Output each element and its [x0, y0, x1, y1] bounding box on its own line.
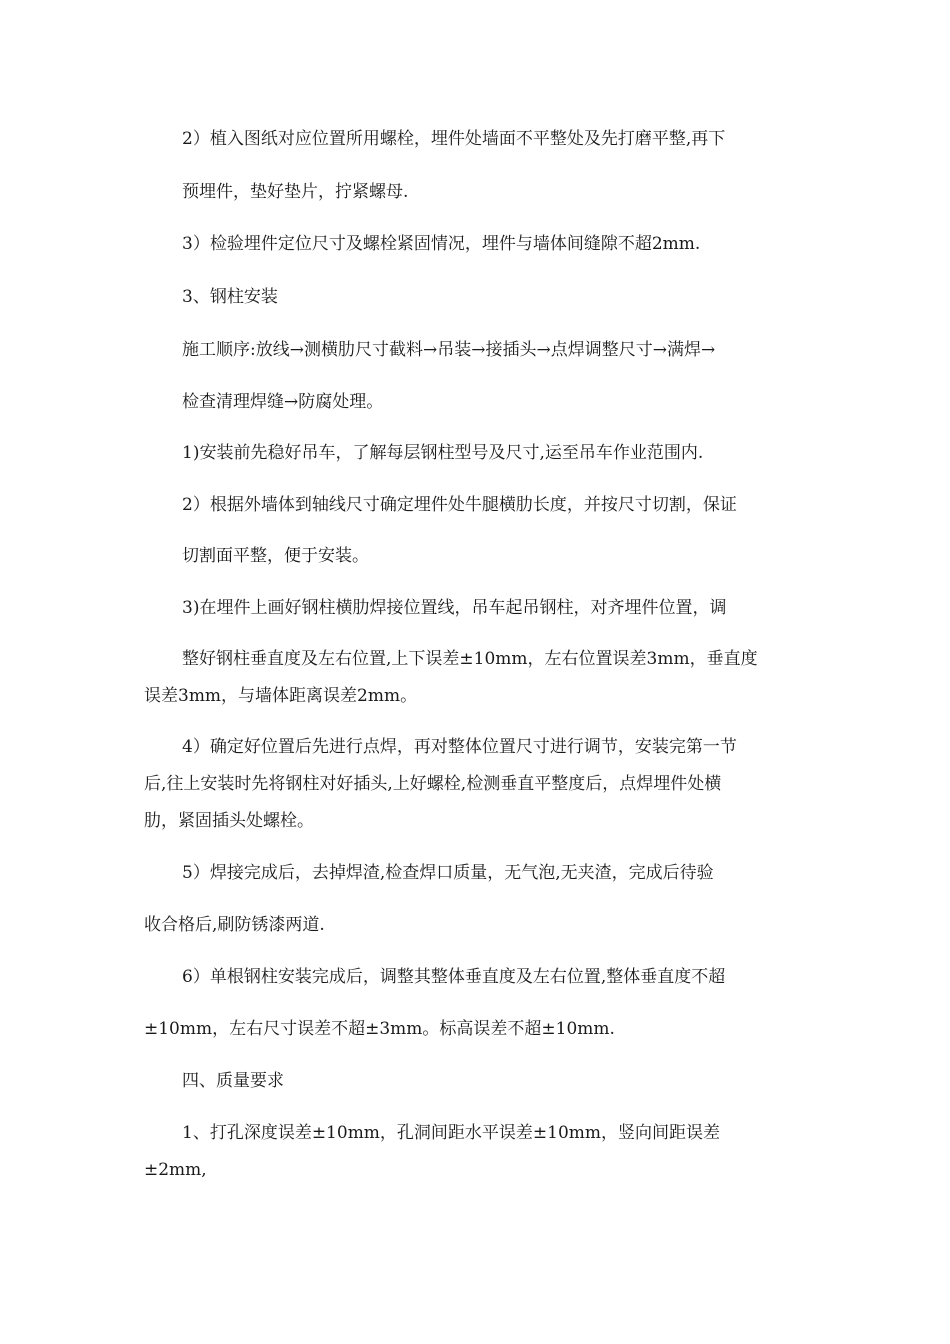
paragraph-line: 4）确定好位置后先进行点焊，再对整体位置尺寸进行调节，安装完第一节: [182, 737, 737, 757]
paragraph-line: ±10mm，左右尺寸误差不超±3mm。标高误差不超±10mm.: [144, 1019, 615, 1039]
paragraph-line: 1、打孔深度误差±10mm，孔洞间距水平误差±10mm，竖向间距误差: [182, 1123, 721, 1143]
section-heading: 3、钢柱安装: [182, 287, 278, 307]
paragraph-line: 3)在埋件上画好钢柱横肋焊接位置线，吊车起吊钢柱，对齐埋件位置，调: [182, 598, 727, 618]
section-heading: 四、质量要求: [182, 1071, 284, 1091]
paragraph-line: 检查清理焊缝→防腐处理。: [182, 392, 384, 412]
paragraph-line: 切割面平整，便于安装。: [182, 546, 369, 566]
paragraph-line: 施工顺序:放线→测横肋尺寸截料→吊装→接插头→点焊调整尺寸→满焊→: [182, 340, 716, 360]
paragraph-line: 整好钢柱垂直度及左右位置,上下误差±10mm，左右位置误差3mm，垂直度: [182, 649, 758, 669]
paragraph-line: 1)安装前先稳好吊车，了解每层钢柱型号及尺寸,运至吊车作业范围内.: [182, 443, 704, 463]
paragraph-line: 误差3mm，与墙体距离误差2mm。: [144, 686, 418, 706]
paragraph-line: 后,往上安装时先将钢柱对好插头,上好螺栓,检测垂直平整度后，点焊埋件处横: [144, 774, 722, 794]
paragraph-line: 5）焊接完成后，去掉焊渣,检查焊口质量，无气泡,无夹渣，完成后待验: [182, 863, 714, 883]
paragraph-line: 预埋件，垫好垫片，拧紧螺母.: [182, 182, 409, 202]
paragraph-line: 肋，紧固插头处螺栓。: [144, 811, 314, 831]
paragraph-line: 3）检验埋件定位尺寸及螺栓紧固情况，埋件与墙体间缝隙不超2mm.: [182, 234, 701, 254]
paragraph-line: 收合格后,刷防锈漆两道.: [144, 915, 325, 935]
paragraph-line: ±2mm,: [144, 1160, 207, 1180]
paragraph-line: 2）植入图纸对应位置所用螺栓，埋件处墙面不平整处及先打磨平整,再下: [182, 129, 726, 149]
paragraph-line: 6）单根钢柱安装完成后，调整其整体垂直度及左右位置,整体垂直度不超: [182, 967, 726, 987]
paragraph-line: 2）根据外墙体到轴线尺寸确定埋件处牛腿横肋长度，并按尺寸切割，保证: [182, 495, 737, 515]
